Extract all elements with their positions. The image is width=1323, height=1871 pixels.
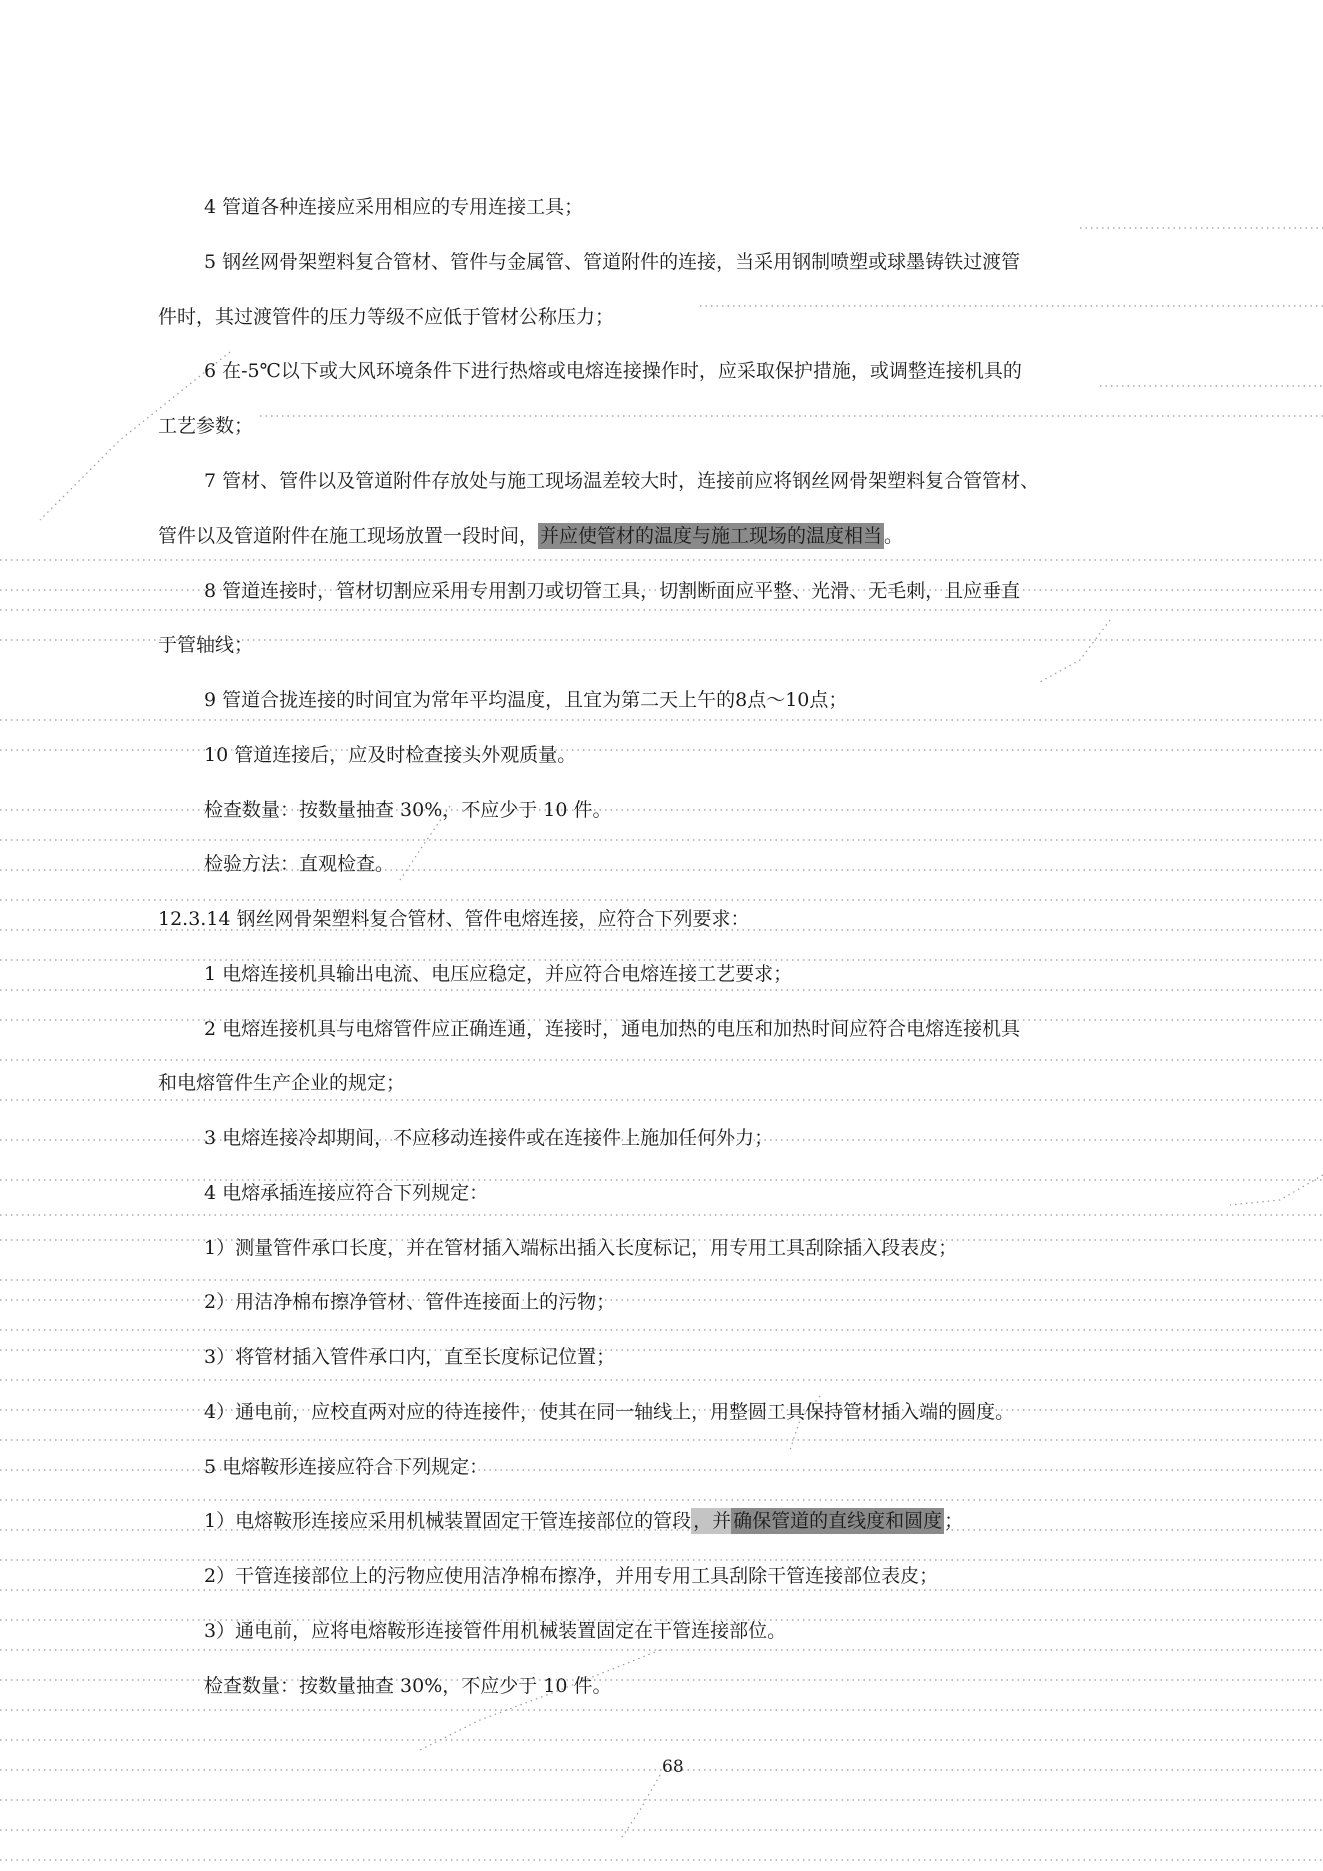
text-line-9: 于管轴线； xyxy=(158,634,254,656)
text-line-16: 2 电熔连接机具与电熔管件应正确连通，连接时，通电加热的电压和加热时间应符合电熔连接机具 xyxy=(204,1018,1021,1040)
text-line-5: 工艺参数； xyxy=(158,415,254,437)
text-line-23: 4）通电前，应校直两对应的待连接件，使其在同一轴线上，用整圆工具保持管材插入端的圆度。 xyxy=(204,1401,1015,1423)
text-line-7-plain: 管件以及管道附件在施工现场放置一段时间， xyxy=(158,525,539,547)
text-line-12: 检查数量：按数量抽查 30%，不应少于 10 件。 xyxy=(204,799,612,821)
text-line-15: 1 电熔连接机具输出电流、电压应稳定，并应符合电熔连接工艺要求； xyxy=(204,963,793,985)
text-line-10: 9 管道合拢连接的时间宜为常年平均温度，且宜为第二天上午的8点～10点； xyxy=(204,689,848,711)
text-line-17: 和电熔管件生产企业的规定； xyxy=(158,1072,406,1094)
highlighted-text-2: 确保管道的直线度和圆度 xyxy=(733,1510,943,1532)
text-line-3: 件时，其过渡管件的压力等级不应低于管材公称压力； xyxy=(158,306,615,328)
text-line-25 xyxy=(204,1509,963,1533)
highlight-lead: ，并 xyxy=(693,1510,732,1532)
section-heading: 12.3.14 钢丝网骨架塑料复合管材、管件电熔连接，应符合下列要求： xyxy=(158,908,750,930)
highlight-2-end-punct: ； xyxy=(944,1510,964,1532)
text-line-18: 3 电熔连接冷却期间，不应移动连接件或在连接件上施加任何外力； xyxy=(204,1127,774,1149)
text-line-1: 4 管道各种连接应采用相应的专用连接工具； xyxy=(204,196,584,218)
text-line-24: 5 电熔鞍形连接应符合下列规定： xyxy=(204,1456,489,1478)
text-line-21: 2）用洁净棉布擦净管材、管件连接面上的污物； xyxy=(204,1291,616,1313)
text-line-13: 检验方法：直观检查。 xyxy=(204,853,395,875)
text-line-4: 6 在-5℃以下或大风环境条件下进行热熔或电熔连接操作时，应采取保护措施，或调整连接机具的 xyxy=(204,360,1022,382)
text-line-22: 3）将管材插入管件承口内，直至长度标记位置； xyxy=(204,1346,616,1368)
text-line-6: 7 管材、管件以及管道附件存放处与施工现场温差较大时，连接前应将钢丝网骨架塑料复合管管材、 xyxy=(204,470,1040,492)
text-line-28: 检查数量：按数量抽查 30%，不应少于 10 件。 xyxy=(204,1675,612,1697)
text-line-7 xyxy=(158,524,903,548)
text-line-11: 10 管道连接后，应及时检查接头外观质量。 xyxy=(204,744,577,766)
text-line-26: 2）干管连接部位上的污物应使用洁净棉布擦净，并用专用工具刮除干管连接部位表皮； xyxy=(204,1565,939,1587)
highlighted-text: 并应使管材的温度与施工现场的温度相当 xyxy=(540,525,883,547)
highlight-end-punct: 。 xyxy=(884,525,904,547)
text-line-27: 3）通电前，应将电熔鞍形连接管件用机械装置固定在干管连接部位。 xyxy=(204,1620,787,1642)
text-line-25-plain: 1）电熔鞍形连接应采用机械装置固定干管连接部位的管段 xyxy=(204,1510,692,1532)
page-number: 68 xyxy=(662,1757,684,1777)
text-line-20: 1）测量管件承口长度，并在管材插入端标出插入长度标记，用专用工具刮除插入段表皮； xyxy=(204,1237,958,1259)
text-line-8: 8 管道连接时，管材切割应采用专用割刀或切管工具，切割断面应平整、光滑、无毛刺，且应垂直 xyxy=(204,580,1021,602)
text-line-2: 5 钢丝网骨架塑料复合管材、管件与金属管、管道附件的连接，当采用钢制喷塑或球墨铸铁过渡管 xyxy=(204,251,1021,273)
text-line-19: 4 电熔承插连接应符合下列规定： xyxy=(204,1182,489,1204)
